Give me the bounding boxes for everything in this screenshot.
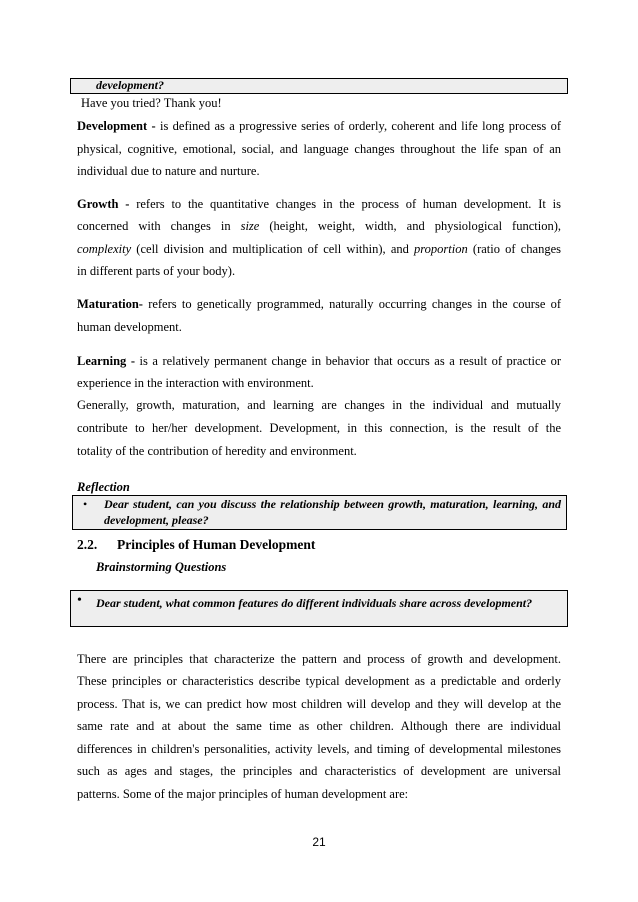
reflection-heading: Reflection: [77, 480, 130, 494]
principles-paragraph-line-7: patterns. Some of the major principles of human development are:: [77, 787, 409, 801]
development-term: Development -: [77, 119, 156, 133]
principles-paragraph-line-3: process. That is, we can predict how most children will develop and they will develop at the: [77, 697, 561, 711]
growth-definition-line-3: complexity (cell division and multiplication of cell within), and proportion (ratio of changes: [77, 242, 561, 256]
development-definition-line-3: individual due to nature and nurture.: [77, 164, 260, 178]
learning-definition-line-1: Learning - is a relatively permanent change in behavior that occurs as a result of practice or: [77, 354, 561, 368]
section-title: Principles of Human Development: [117, 537, 316, 552]
principles-paragraph-line-5: differences in children's personalities, activity levels, and timing of developmental milestones: [77, 742, 561, 756]
reflection-question-line-2: development, please?: [104, 513, 209, 527]
principles-paragraph-line-4: same rate and at about the same time as other children. Although there are individual: [77, 719, 561, 733]
complexity-term: complexity: [77, 242, 132, 256]
principles-paragraph-line-1: There are principles that characterize the pattern and process of growth and development.: [77, 652, 561, 666]
generally-paragraph-line-1: Generally, growth, maturation, and learning are changes in the individual and mutually: [77, 398, 561, 412]
page-number: 21: [312, 835, 326, 849]
development-definition-line-1: Development - is defined as a progressive series of orderly, coherent and life long process of: [77, 119, 561, 133]
generally-paragraph-line-3: totality of the contribution of heredity and environment.: [77, 444, 357, 458]
learning-term: Learning -: [77, 354, 135, 368]
maturation-term: Maturation-: [77, 297, 143, 311]
section-number: 2.2.: [77, 537, 98, 552]
brainstorming-question: Dear student, what common features do different individuals share across development?: [96, 596, 533, 610]
growth-definition-line-4: in different parts of your body).: [77, 264, 236, 278]
continued-question-text: development?: [96, 78, 164, 92]
brainstorming-heading: Brainstorming Questions: [96, 560, 227, 574]
proportion-term: proportion: [414, 242, 468, 256]
generally-paragraph-line-2: contribute to her/her development. Development, in this connection, is the result of the: [77, 421, 561, 435]
development-definition-line-2: physical, cognitive, emotional, social, and language changes throughout the life span of an: [77, 142, 561, 156]
reflection-bullet-icon: •: [83, 497, 88, 511]
principles-paragraph-line-6: such as ages and stages, the principles and characteristics of development are universal: [77, 764, 561, 778]
brainstorming-bullet-icon: •: [77, 593, 82, 608]
growth-term: Growth -: [77, 197, 130, 211]
reflection-question-line-1: Dear student, can you discuss the relationship between growth, maturation, learning, and: [104, 497, 561, 511]
principles-paragraph-line-2: These principles or characteristics describe typical development as a predictable and orderly: [77, 674, 561, 688]
maturation-definition-line-2: human development.: [77, 320, 182, 334]
have-you-tried-text: Have you tried? Thank you!: [81, 96, 222, 110]
size-term: size: [240, 219, 260, 233]
learning-definition-line-2: experience in the interaction with environment.: [77, 376, 314, 390]
growth-definition-line-2: concerned with changes in size (height, weight, width, and physiological function),: [77, 219, 562, 233]
growth-definition-line-1: Growth - refers to the quantitative changes in the process of human development. It is: [77, 197, 561, 211]
maturation-definition-line-1: Maturation- refers to genetically programmed, naturally occurring changes in the course of: [77, 297, 561, 311]
